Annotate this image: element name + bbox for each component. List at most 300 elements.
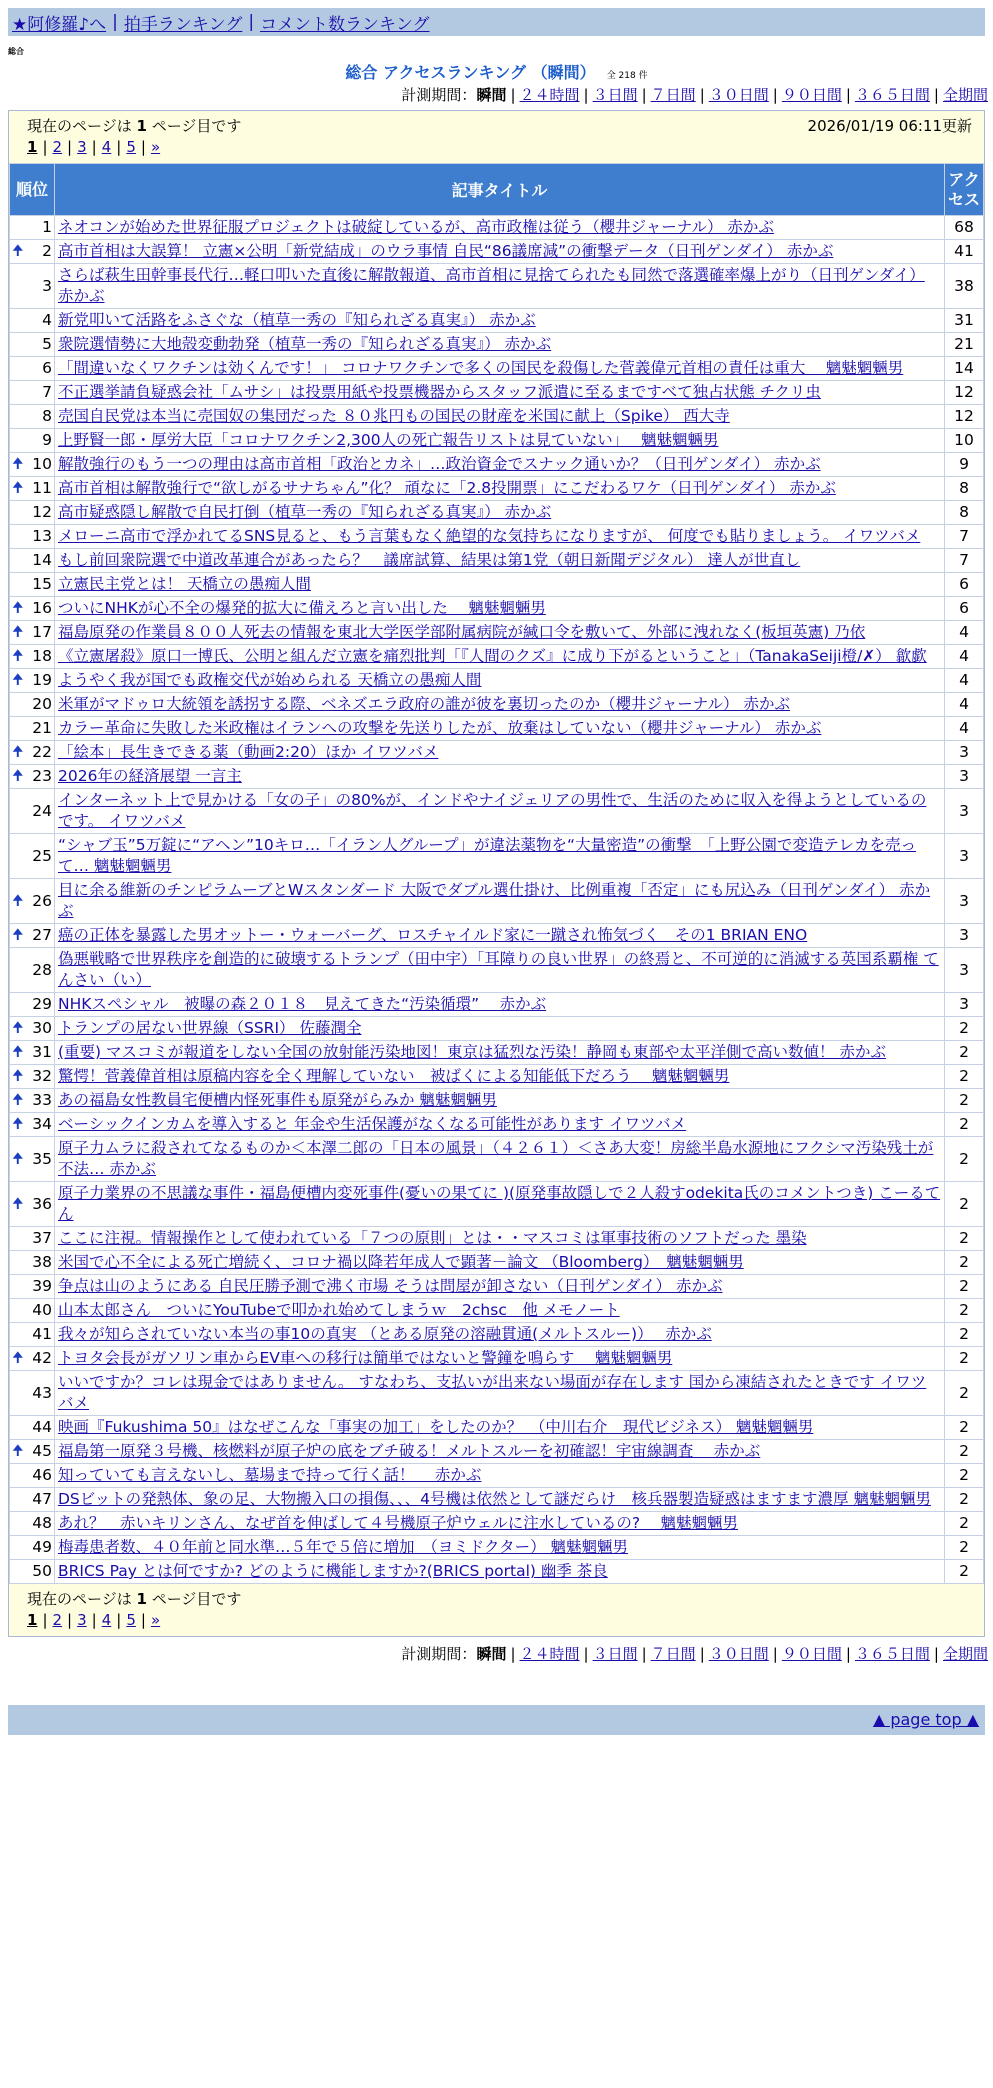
rank-number: 37 [32,1229,52,1247]
pager-page-link[interactable]: 5 [126,1611,136,1629]
top-nav-bar [8,8,985,36]
article-title-link[interactable]: いいですか？コレは現金ではありません。 すなわち、支払いが出来ない場面が存在します 国から凍結されたときです イワツバメ [58,1373,927,1412]
article-title-link[interactable]: 偽悪戦略で世界秩序を創造的に破壊するトランプ（田中宇）「耳障りの良い世界」の終焉と、不可逆的に消滅する英国系覇権 てんさい（い） [58,950,939,989]
rank-number: 32 [32,1067,52,1085]
article-title-link[interactable]: 知っていても言えないし、墓場まで持って行く話！ 赤かぶ [58,1466,482,1484]
title-cell [55,1347,945,1371]
rank-cell [10,1251,55,1275]
table-row [10,993,984,1017]
pager-separator: | [42,1611,48,1629]
access-count: 2 [945,1065,984,1089]
article-title-link[interactable]: 原子力ムラに殺されてなるものか＜本澤二郎の「日本の風景」（４２６１）＜さあ大変！房総半島水源地にフクシマ汚染残土が不法… 赤かぶ [58,1139,934,1178]
rank-up-arrow-icon: 🠉 [12,1020,24,1036]
period-selector-bottom [0,1643,993,1665]
access-count: 4 [945,621,984,645]
rank-cell [10,429,55,453]
clap-ranking-link[interactable]: 拍手ランキング [123,14,243,35]
title-cell [55,1182,945,1227]
article-title-link[interactable]: 売国自民党は本当に売国奴の集団だった ８０兆円もの国民の財産を米国に献上（Spike） 西大寺 [58,407,730,425]
period-separator: | [510,86,516,104]
access-count: 6 [945,573,984,597]
title-cell [55,1323,945,1347]
title-cell [55,1137,945,1182]
access-count: 3 [945,993,984,1017]
rank-number: 46 [32,1466,52,1484]
access-count: 14 [945,357,984,381]
access-count: 3 [945,924,984,948]
rank-cell [10,1227,55,1251]
rank-number: 34 [32,1115,52,1133]
table-row [10,1464,984,1488]
pager-status-page: 1 [136,1589,147,1608]
title-cell [55,834,945,879]
article-title-link[interactable]: あの福島女性教員宅便槽内怪死事件も原発がらみか 魑魅魍魎男 [58,1091,497,1109]
access-count: 7 [945,525,984,549]
article-title-link[interactable]: 目に余る維新のチンピラムーブとWスタンダード 大阪でダブル選仕掛け、比例重複「否定」にも尻込み（日刊ゲンダイ） 赤かぶ [58,881,931,920]
article-title-link[interactable]: 立憲民主党とは！ 天橋立の愚痴人間 [58,575,311,593]
comment-ranking-link[interactable]: コメント数ランキング [260,14,430,35]
table-row [10,1065,984,1089]
rank-cell [10,1089,55,1113]
rank-up-arrow-icon: 🠉 [12,1195,24,1212]
pager-status-row [27,1587,972,1609]
rank-number: 20 [32,695,52,713]
title-cell [55,993,945,1017]
table-row [10,429,984,453]
title-cell [55,501,945,525]
rank-number: 47 [32,1490,52,1508]
pager-status-page: 1 [136,116,147,135]
rank-up-arrow-icon: 🠉 [12,1116,24,1132]
rank-up-arrow-icon: 🠉 [12,1350,24,1366]
access-count: 2 [945,1113,984,1137]
rank-cell [10,1464,55,1488]
ranking-heading [0,60,993,82]
header-title: 記事タイトル [55,164,945,216]
pager-page-link[interactable]: 4 [101,1611,112,1629]
period-separator: | [933,86,939,104]
rank-number: 8 [42,407,52,425]
pager-links [27,136,972,158]
pager-separator: | [140,1611,146,1629]
rank-cell [10,834,55,879]
title-cell [55,693,945,717]
period-option-link[interactable]: ７日間 [650,86,696,104]
rank-cell [10,501,55,525]
access-count: 31 [945,309,984,333]
title-cell [55,765,945,789]
pager-status-suffix: ページ目です [146,116,242,135]
title-cell [55,879,945,924]
period-separator: | [641,1645,647,1663]
access-count: 4 [945,717,984,741]
period-option-link[interactable]: ７日間 [650,1645,696,1663]
title-cell [55,948,945,993]
article-title-link[interactable]: 映画『Fukushima 50』はなぜこんな「事実の加工」をしたのか？ （中川右介 現代ビジネス） 魑魅魍魎男 [58,1418,814,1436]
table-row [10,741,984,765]
rank-number: 40 [32,1301,52,1319]
rank-number: 49 [32,1538,52,1556]
rank-cell [10,525,55,549]
article-title-link[interactable]: 衆院選情勢に大地殻変動勃発（植草一秀の『知られざる真実』） 赤かぶ [58,335,552,353]
period-option-link[interactable]: ２４時間 [519,86,580,104]
rank-cell [10,573,55,597]
period-label: 計測期間： [401,86,477,104]
article-title-link[interactable]: NHKスペシャル 被曝の森２０１８ 見えてきた“汚染循環” 赤かぶ [58,995,547,1013]
table-row [10,477,984,501]
pager-page-link[interactable]: 3 [77,138,87,156]
title-cell [55,1371,945,1416]
period-option-link[interactable]: ９０日間 [781,86,842,104]
article-title-link[interactable]: メローニ高市で浮かれてるSNS見ると、もう言葉もなく絶望的な気持ちになりますが、 何度でも貼りましょう。 イワツバメ [58,527,921,545]
rank-up-arrow-icon: 🠉 [12,624,24,640]
title-cell [55,645,945,669]
pager-bottom [9,1584,984,1636]
period-option-current: 瞬間 [476,1645,507,1663]
rank-number: 42 [32,1349,52,1367]
table-row [10,1560,984,1584]
access-count: 2 [945,1323,984,1347]
access-count: 2 [945,1416,984,1440]
pager-separator: | [67,138,73,156]
rank-cell [10,1275,55,1299]
updated-timestamp: 2026/01/19 06:11更新 [807,116,972,135]
table-row [10,381,984,405]
pager-separator: | [116,138,122,156]
title-cell [55,924,945,948]
access-count: 38 [945,264,984,309]
article-title-link[interactable]: ようやく我が国でも政権交代が始められる 天橋立の愚痴人間 [58,671,482,689]
title-cell [55,525,945,549]
title-cell [55,405,945,429]
access-count: 8 [945,501,984,525]
article-title-link[interactable]: ベーシックインカムを導入すると 年金や生活保護がなくなる可能性があります イワツバメ [58,1115,687,1133]
title-cell [55,1227,945,1251]
title-cell [55,357,945,381]
article-title-link[interactable]: 2026年の経済展望 一言主 [58,767,242,785]
title-cell [55,717,945,741]
title-cell [55,789,945,834]
rank-number: 4 [42,311,52,329]
table-row [10,924,984,948]
rank-number: 29 [32,995,52,1013]
article-title-link[interactable]: ついにNHKが心不全の爆発的拡大に備えろと言い出した 魑魅魍魎男 [58,599,546,617]
title-cell [55,741,945,765]
article-title-link[interactable]: さらば萩生田幹事長代行…軽口叩いた直後に解散報道、高市首相に見捨てられたも同然で落選確率爆上がり（日刊ゲンダイ） 赤かぶ [58,266,925,305]
article-title-link[interactable]: あれ？ 赤いキリンさん、なぜ首を伸ばして４号機原子炉ウェルに注水しているの? 魑魅魍魎男 [58,1514,738,1532]
rank-number: 33 [32,1091,52,1109]
rank-number: 44 [32,1418,52,1436]
table-row [10,1512,984,1536]
pager-status [27,1588,241,1609]
period-separator: | [933,1645,939,1663]
table-row [10,333,984,357]
access-count: 10 [945,429,984,453]
rank-up-arrow-icon: 🠉 [12,744,24,760]
title-cell [55,1065,945,1089]
article-title-link[interactable]: 驚愕！菅義偉首相は原稿内容を全く理解していない 被ばくによる知能低下だろう 魑魅魍魎男 [58,1067,730,1085]
access-count: 2 [945,1347,984,1371]
rank-cell [10,549,55,573]
title-cell [55,429,945,453]
access-count: 6 [945,597,984,621]
access-count: 3 [945,741,984,765]
article-title-link[interactable]: 我々が知らされていない本当の事10の真実 （とある原発の溶融貫通(メルトスルー)） 赤かぶ [58,1325,712,1343]
period-separator: | [772,86,778,104]
table-row [10,1371,984,1416]
article-title-link[interactable]: 上野賢一郎・厚労大臣「コロナワクチン2,300人の死亡報告リストは見ていない」 魑魅魍魎男 [58,431,719,449]
access-count: 2 [945,1371,984,1416]
period-option-link[interactable]: ３６５日間 [854,86,930,104]
period-option-link[interactable]: ２４時間 [519,1645,580,1663]
page-top-link[interactable]: ▲ page top ▲ [872,1710,979,1729]
title-cell [55,621,945,645]
table-row [10,1347,984,1371]
access-count: 2 [945,1251,984,1275]
title-cell [55,264,945,309]
article-title-link[interactable]: もし前回衆院選で中道改革連合があったら？ 議席試算、結果は第1党（朝日新聞デジタル） 達人が世直し [58,551,801,569]
ranking-panel [8,110,985,1637]
period-option-current: 瞬間 [476,86,507,104]
pager-separator: | [140,138,146,156]
rank-number: 24 [32,801,52,820]
article-title-link[interactable]: 《立憲屠殺》原口一博氏、公明と組んだ立憲を痛烈批判「『人間のクズ』に成り下がるということ」（TanakaSeiji橙/✗） 歙歔 [58,647,927,665]
rank-number: 16 [32,599,52,617]
article-title-link[interactable]: “シャブ玉”5万錠に“アヘン”10キロ…「イラン人グループ」が違法薬物を“大量密造”の衝撃 「上野公園で変造テレカを売って… 魑魅魍魎男 [58,836,917,875]
period-label: 計測期間： [401,1645,477,1663]
period-option-link[interactable]: ３０日間 [708,86,769,104]
title-cell [55,240,945,264]
article-title-link[interactable]: 原子力業界の不思議な事件・福島便槽内変死事件(憂いの果てに )(原発事故隠しで２人殺すodekita氏のコメントつき) こーるてん [58,1184,941,1223]
period-option-link[interactable]: ３６５日間 [854,1645,930,1663]
article-title-link[interactable]: トランプの居ない世界線（SSRI） 佐藤潤全 [58,1019,362,1037]
rank-cell [10,477,55,501]
article-title-link[interactable]: 争点は山のようにある 自民圧勝予測で沸く市場 そうは問屋が卸さない（日刊ゲンダイ） 赤かぶ [58,1277,723,1295]
period-separator: | [583,86,589,104]
title-cell [55,1416,945,1440]
table-row [10,309,984,333]
article-title-link[interactable]: ここに注視。情報操作として使われている「７つの原則」とは・・マスコミは軍事技術のソフトだった 墨染 [58,1229,807,1247]
article-title-link[interactable]: 梅毒患者数、４０年前と同水準…５年で５倍に増加 （ヨミドクター） 魑魅魍魎男 [58,1538,629,1556]
rank-cell [10,357,55,381]
title-cell [55,597,945,621]
header-rank [10,164,55,216]
article-title-link[interactable]: 新党叩いて活路をふさぐな（植草一秀の『知られざる真実』） 赤かぶ [58,311,536,329]
article-title-link[interactable]: 高市首相は解散強行で“欲しがるサナちゃん”化？ 頑なに「2.8投開票」にこだわるワケ（日刊ゲンダイ） 赤かぶ [58,479,836,497]
rank-cell [10,1488,55,1512]
article-title-link[interactable]: 癌の正体を暴露した男オットー・ウォーバーグ、ロスチャイルド家に一蹴され怖気づく その1 BRIAN ENO [58,926,808,944]
table-row [10,501,984,525]
pager-next-link[interactable]: » [150,138,161,156]
period-separator: | [583,1645,589,1663]
title-cell [55,1488,945,1512]
rank-number: 22 [32,743,52,761]
table-row [10,597,984,621]
rank-up-arrow-icon: 🠉 [12,927,24,943]
table-row [10,1017,984,1041]
rank-cell [10,765,55,789]
period-separator: | [510,1645,516,1663]
article-title-link[interactable]: 米軍がマドゥロ大統領を誘拐する際、ベネズエラ政府の誰が彼を裏切ったのか（櫻井ジャーナル） 赤かぶ [58,695,790,713]
article-title-link[interactable]: DSビットの発熱体、象の足、大物搬入口の損傷、、、4号機は依然として謎だらけ 核兵器製造疑惑はますます濃厚 魑魅魍魎男 [58,1490,931,1508]
table-row [10,645,984,669]
table-row [10,1137,984,1182]
period-option-link[interactable]: ３０日間 [708,1645,769,1663]
table-row [10,1275,984,1299]
rank-number: 13 [32,527,52,545]
title-cell [55,1440,945,1464]
rank-cell [10,1041,55,1065]
pager-page-link[interactable]: 4 [101,138,112,156]
article-title-link[interactable]: 米国で心不全による死亡増続く、コロナ禍以降若年成人で顕著－論文 （Bloomberg） 魑魅魍魎男 [58,1253,744,1271]
rank-number: 7 [42,383,52,401]
table-row [10,1440,984,1464]
article-title-link[interactable]: ネオコンが始めた世界征服プロジェクトは破綻しているが、高市政権は従う（櫻井ジャーナル） 赤かぶ [58,218,774,236]
rank-up-arrow-icon: 🠉 [12,243,24,259]
rank-number: 3 [42,276,52,295]
rank-number: 15 [32,575,52,593]
table-row [10,525,984,549]
rank-cell [10,669,55,693]
access-count: 68 [945,216,984,240]
rank-number: 9 [42,431,52,449]
article-title-link[interactable]: 解散強行のもう一つの理由は高市首相「政治とカネ」…政治資金でスナック通いか？（日刊ゲンダイ） 赤かぶ [58,455,821,473]
rank-cell [10,1371,55,1416]
rank-cell [10,1416,55,1440]
access-count: 2 [945,1041,984,1065]
title-cell [55,333,945,357]
rank-cell [10,1536,55,1560]
home-link[interactable]: ★阿修羅♪へ [12,14,107,35]
rank-number: 31 [32,1043,52,1061]
access-count: 12 [945,405,984,429]
table-row [10,1113,984,1137]
table-row [10,693,984,717]
table-row [10,1041,984,1065]
article-title-link[interactable]: インターネット上で見かける「女の子」の80%が、インドやナイジェリアの男性で、生活のために収入を得ようとしているのです。 イワツバメ [58,791,927,830]
pager-separator: | [91,1611,97,1629]
article-title-link[interactable]: カラー革命に失敗した米政権はイランへの攻撃を先送りしたが、放棄はしていない（櫻井ジャーナル） 赤かぶ [58,719,822,737]
rank-up-arrow-icon: 🠉 [12,1068,24,1084]
title-cell [55,1464,945,1488]
rank-up-arrow-icon: 🠉 [12,1443,24,1459]
access-count: 4 [945,693,984,717]
access-count: 2 [945,1464,984,1488]
pager-page-link[interactable]: 3 [77,1611,87,1629]
article-title-link[interactable]: 「絵本」長生きできる薬（動画2:20）ほか イワツバメ [58,743,439,761]
rank-number: 35 [32,1149,52,1168]
rank-number: 1 [42,218,52,236]
title-cell [55,1089,945,1113]
rank-cell [10,405,55,429]
rank-cell [10,993,55,1017]
rank-up-arrow-icon: 🠉 [12,1044,24,1060]
table-row [10,948,984,993]
period-option-link[interactable]: ３日間 [592,1645,638,1663]
period-option-link[interactable]: ９０日間 [781,1645,842,1663]
table-row [10,405,984,429]
footer-bar [8,1705,985,1735]
access-count: 2 [945,1560,984,1584]
table-row [10,1251,984,1275]
article-title-link[interactable]: BRICS Pay とは何ですか? どのように機能しますか?(BRICS portal) 幽季 茶良 [58,1562,608,1580]
article-title-link[interactable]: 高市疑惑隠し解散で自民打倒（植草一秀の『知られざる真実』） 赤かぶ [58,503,552,521]
pager-status-row [27,114,972,136]
title-cell [55,381,945,405]
table-row [10,1488,984,1512]
article-title-link[interactable]: 高市首相は大誤算！ 立憲×公明「新党結成」のウラ事情 自民“86議席減”の衝撃データ（日刊ゲンダイ） 赤かぶ [58,242,834,260]
access-count: 2 [945,1488,984,1512]
pager-page-link[interactable]: 2 [52,138,63,156]
access-count: 3 [945,765,984,789]
period-separator: | [772,1645,778,1663]
rank-cell [10,1440,55,1464]
header-access-label [945,170,983,210]
period-separator: | [641,86,647,104]
title-cell [55,573,945,597]
rank-up-arrow-icon: 🠉 [12,1150,24,1167]
access-count: 3 [945,879,984,924]
rank-number: 10 [32,455,52,473]
access-count: 2 [945,1137,984,1182]
table-row [10,765,984,789]
pager-page-link[interactable]: 2 [52,1611,63,1629]
rank-number: 45 [32,1442,52,1460]
article-title-link[interactable]: 不正選挙請負疑惑会社「ムサシ」は投票用紙や投票機器からスタッフ派遣に至るまですべて独占状態 チクリ虫 [58,383,821,401]
pager-page-link[interactable]: 5 [126,138,136,156]
rank-cell [10,240,55,264]
period-option-link[interactable]: 全期間 [942,1645,988,1663]
rank-number: 30 [32,1019,52,1037]
pager-separator: | [67,1611,73,1629]
article-title-link[interactable]: (重要) マスコミが報道をしない全国の放射能汚染地図！東京は猛烈な汚染！静岡も東部や太平洋側で高い数値！ 赤かぶ [58,1043,886,1061]
access-count: 21 [945,333,984,357]
rank-cell [10,693,55,717]
table-row [10,573,984,597]
rank-number: 12 [32,503,52,521]
article-title-link[interactable]: トヨタ会長がガソリン車からEV車への移行は簡単ではないと警鐘を鳴らす 魑魅魍魎男 [58,1349,673,1367]
rank-number: 18 [32,647,52,665]
period-option-link[interactable]: ３日間 [592,86,638,104]
pager-status [27,115,241,136]
article-title-link[interactable]: 「間違いなくワクチンは効くんです！」 コロナワクチンで多くの国民を殺傷した菅義偉元首相の責任は重大 魑魅魍魎男 [58,359,904,377]
access-count: 2 [945,1299,984,1323]
title-cell [55,1251,945,1275]
rank-up-arrow-icon: 🠉 [12,768,24,784]
pager-status-suffix: ページ目です [146,1589,242,1608]
rank-cell [10,1560,55,1584]
article-title-link[interactable]: 福島第一原発３号機、核燃料が原子炉の底をブチ破る！メルトスルーを初確認！宇宙線調査 赤かぶ [58,1442,761,1460]
access-count: 2 [945,1017,984,1041]
article-title-link[interactable]: 福島原発の作業員８００人死去の情報を東北大学医学部附属病院が緘口令を敷いて、外部に洩れなく(板垣英憲) 乃依 [58,623,866,641]
table-row [10,264,984,309]
period-separator: | [699,86,705,104]
access-count: 7 [945,549,984,573]
pager-next-link[interactable]: » [150,1611,161,1629]
rank-number: 6 [42,359,52,377]
rank-cell [10,948,55,993]
table-row [10,240,984,264]
rank-cell [10,741,55,765]
article-title-link[interactable]: 山本太郎さん ついにYouTubeで叩かれ始めてしまうｗ 2chsc 他 メモノート [58,1301,620,1319]
title-cell [55,669,945,693]
period-option-link[interactable]: 全期間 [942,86,988,104]
rank-cell [10,1347,55,1371]
table-row [10,879,984,924]
total-count: 全 218 件 [606,71,648,81]
access-count: 2 [945,1089,984,1113]
title-cell [55,309,945,333]
